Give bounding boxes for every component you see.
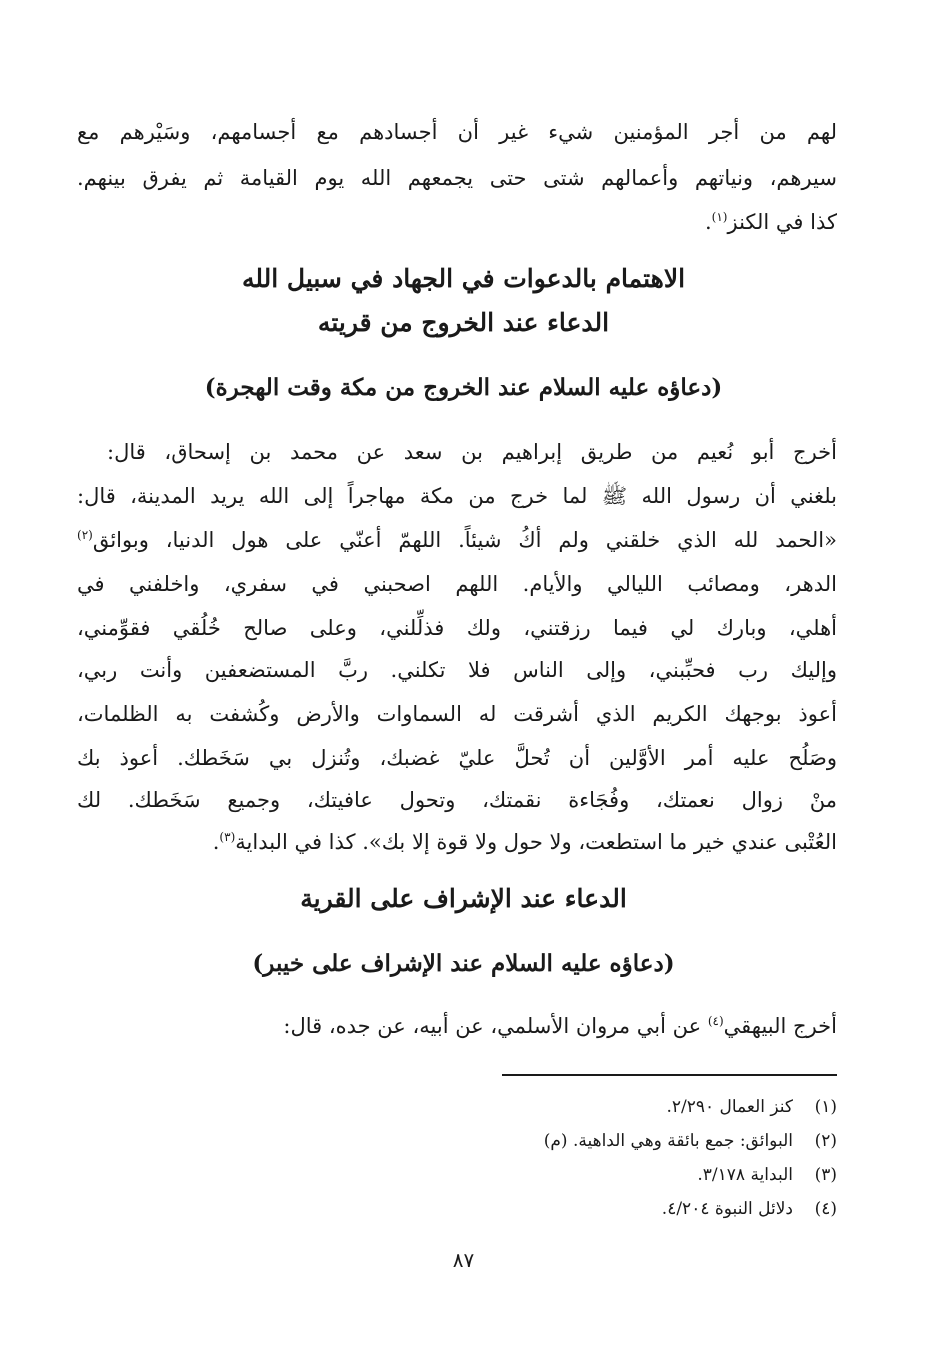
para1-line-3	[77, 520, 837, 560]
para1-line-1: أخرج أبو نُعيم من طريق إبراهيم بن سعد عن محمد بن إسحاق، قال:	[107, 440, 837, 464]
intro-line-3	[77, 202, 837, 242]
para2-pre: أخرج البيهقي	[723, 1014, 837, 1038]
intro-line-1: لهم من أجر المؤمنين شيء غير أن أجسادهم مع أجسامهم، وسَيْرهم مع	[77, 120, 837, 144]
para1-line-6: وإليك رب فحبِّبني، وإلى الناس فلا تكلني. ربَّ المستضعفين وأنت ربي،	[77, 658, 837, 682]
chapter-heading: الدعاء عند الخروج من قريته	[317, 308, 610, 337]
para1-line-2: بلغني أن رسول الله ﷺ لما خرج من مكة مهاجراً إلى الله يريد المدينة، قال:	[77, 484, 837, 508]
footnote-ref-3: (٣)	[219, 830, 236, 844]
para1-line-3-text: «الحمد لله الذي خلقني ولم أكُ شيئاً. اللهمّ أعنّي على هول الدنيا، وبوائق	[92, 528, 837, 552]
section-heading-2: الدعاء عند الإشراف على القرية	[300, 884, 627, 913]
footnote-number: (٤)	[814, 1199, 837, 1219]
para1-line-10	[77, 822, 837, 862]
intro-line-3-tail: .	[704, 210, 712, 234]
footnote-4	[97, 1192, 837, 1226]
para1-line-9: منْ زوال نعمتك، وفُجَاءة نقمتك، وتحول عافيتك، وجميع سَخَطك. لك	[77, 788, 837, 812]
footnote-2	[97, 1124, 837, 1158]
para2-post: عن أبي مروان الأسلمي، عن أبيه، عن جده، قال:	[283, 1014, 708, 1038]
para1-line-4: الدهر، ومصائب الليالي والأيام. اللهم اصحبني في سفري، واخلفني في	[77, 572, 837, 596]
footnote-text: البوائق: جمع بائقة وهي الداهية. (م)	[543, 1131, 793, 1151]
footnote-ref-4: (٤)	[707, 1014, 724, 1028]
para1-line-5: أهلي، وبارك لي فيما رزقتني، ولك فذلِّلني، وعلى صالح خُلُقي فقوِّمني،	[77, 616, 837, 640]
footnote-number: (٢)	[814, 1131, 837, 1151]
footnote-text: كنز العمال ٢/٢٩٠.	[666, 1097, 793, 1117]
footnote-3	[97, 1158, 837, 1192]
footnote-separator	[502, 1074, 837, 1076]
para2-line-1	[107, 1006, 837, 1046]
footnote-text: البداية ٣/١٧٨.	[697, 1165, 793, 1185]
para1-line-10-tail: .	[212, 830, 220, 854]
footnote-ref-2: (٢)	[77, 528, 93, 542]
footnote-number: (١)	[814, 1097, 837, 1117]
footnote-text: دلائل النبوة ٤/٢٠٤.	[661, 1199, 793, 1219]
para1-line-7: أعوذ بوجهك الكريم الذي أشرقت له السماوات والأرض وكُشفت به الظلمات،	[77, 702, 837, 726]
section-heading: الاهتمام بالدعوات في الجهاد في سبيل الله	[241, 264, 686, 293]
subsection-heading-2: (دعاؤه عليه السلام عند الإشراف على خيبر)	[252, 950, 675, 977]
intro-line-2: سيرهم، ونياتهم وأعمالهم شتى حتى يجمعهم الله يوم القيامة ثم يفرق بينهم.	[77, 166, 837, 190]
intro-line-3-text: كذا في الكنز	[727, 210, 837, 234]
para1-line-10-text: العُتْبى عندي خير ما استطعت، ولا حول ولا قوة إلا بك». كذا في البداية	[235, 830, 837, 854]
para1-line-8: وصَلُح عليه أمر الأوَّلين أن تُحلَّ عليّ غضبك، وتُنزل بي سَخَطك. أعوذ بك	[77, 746, 837, 770]
subsection-heading: (دعاؤه عليه السلام عند الخروج من مكة وقت الهجرة)	[204, 374, 723, 401]
footnote-number: (٣)	[814, 1165, 837, 1185]
page-number: ٨٧	[452, 1248, 475, 1272]
footnote-1	[97, 1090, 837, 1124]
footnote-ref-1: (١)	[711, 210, 728, 224]
